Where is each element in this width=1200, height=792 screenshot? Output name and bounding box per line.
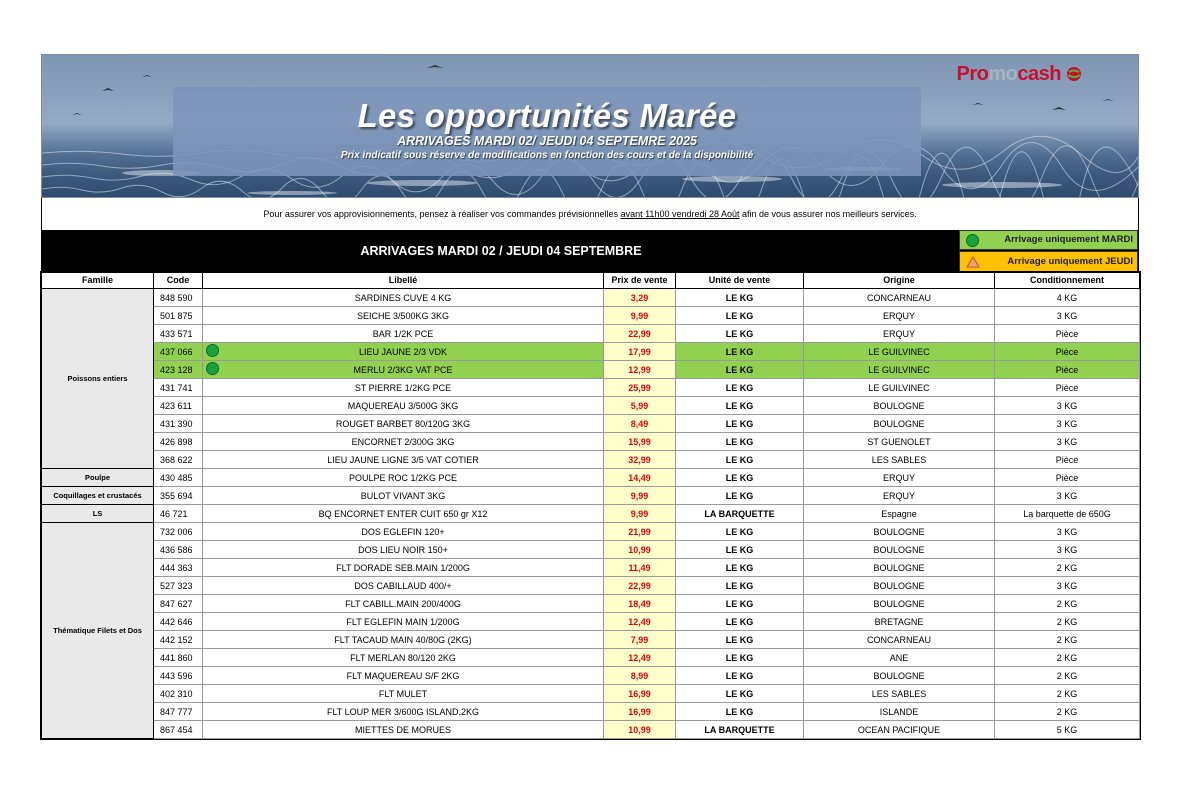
green-dot-icon [206, 344, 219, 357]
origine-cell: Espagne [804, 505, 995, 523]
notice-text-before: Pour assurer vos approvisionnements, pensez à réaliser vos commandes prévisionnelles [263, 209, 621, 219]
price-cell: 17,99 [604, 343, 676, 361]
price-disclaimer: Prix indicatif sous réserve de modifications en fonction des cours et de la disponibilité [340, 150, 754, 161]
unit-cell: LE KG [676, 577, 804, 595]
libelle-cell: DOS CABILLAUD 400/+ [203, 577, 604, 595]
unit-cell: LE KG [676, 613, 804, 631]
unit-cell: LE KG [676, 541, 804, 559]
origine-cell: CONCARNEAU [804, 289, 995, 307]
conditionnement-cell: Pièce [995, 361, 1140, 379]
unit-cell: LE KG [676, 325, 804, 343]
price-cell: 10,99 [604, 721, 676, 739]
conditionnement-cell: 3 KG [995, 577, 1140, 595]
logo-text-pro: Pro [956, 63, 989, 85]
conditionnement-cell: Pièce [995, 469, 1140, 487]
table-row [42, 613, 1140, 631]
famille-cell: Thématique Filets et Dos [42, 523, 154, 739]
price-cell: 16,99 [604, 685, 676, 703]
famille-cell: Coquillages et crustacés [42, 487, 154, 505]
table-row [42, 649, 1140, 667]
code-cell: 368 622 [154, 451, 203, 469]
table-row [42, 703, 1140, 721]
table-row [42, 307, 1140, 325]
unit-cell: LE KG [676, 685, 804, 703]
page-subtitle: ARRIVAGES MARDI 02/ JEUDI 04 SEPTEMRE 2025 [397, 134, 697, 148]
unit-cell: LE KG [676, 595, 804, 613]
code-cell: 501 875 [154, 307, 203, 325]
code-cell: 732 006 [154, 523, 203, 541]
table-row [42, 397, 1140, 415]
price-cell: 25,99 [604, 379, 676, 397]
code-cell: 441 860 [154, 649, 203, 667]
notice-text-after: afin de vous assurer nos meilleurs services. [739, 209, 917, 219]
origine-cell: BOULOGNE [804, 541, 995, 559]
unit-cell: LE KG [676, 703, 804, 721]
conditionnement-cell: La barquette de 650G [995, 505, 1140, 523]
libelle-cell [203, 343, 604, 361]
libelle-cell: FLT MULET [203, 685, 604, 703]
libelle-cell: BULOT VIVANT 3KG [203, 487, 604, 505]
column-header: Conditionnement [995, 273, 1140, 289]
libelle-cell: SEICHE 3/500KG 3KG [203, 307, 604, 325]
table-row [42, 631, 1140, 649]
origine-cell: BOULOGNE [804, 667, 995, 685]
unit-cell: LE KG [676, 433, 804, 451]
unit-cell: LE KG [676, 523, 804, 541]
code-cell: 867 454 [154, 721, 203, 739]
code-cell: 355 694 [154, 487, 203, 505]
sea-banner [41, 54, 1139, 198]
origine-cell: LE GUILVINEC [804, 343, 995, 361]
legend-mardi [959, 230, 1138, 250]
conditionnement-cell: 3 KG [995, 397, 1140, 415]
unit-cell: LE KG [676, 631, 804, 649]
conditionnement-cell: 2 KG [995, 667, 1140, 685]
table-row [42, 343, 1140, 361]
conditionnement-cell: 3 KG [995, 541, 1140, 559]
code-cell: 527 323 [154, 577, 203, 595]
origine-cell: ERQUY [804, 325, 995, 343]
table-row [42, 505, 1140, 523]
price-cell: 9,99 [604, 307, 676, 325]
libelle-cell: POULPE ROC 1/2KG PCE [203, 469, 604, 487]
price-cell: 16,99 [604, 703, 676, 721]
libelle-cell: FLT LOUP MER 3/600G ISLAND.2KG [203, 703, 604, 721]
conditionnement-cell: 2 KG [995, 559, 1140, 577]
libelle-cell: LIEU JAUNE LIGNE 3/5 VAT COTIER [203, 451, 604, 469]
table-row [42, 415, 1140, 433]
libelle-cell: ST PIERRE 1/2KG PCE [203, 379, 604, 397]
column-header: Libellé [203, 273, 604, 289]
libelle-cell: MAQUEREAU 3/500G 3KG [203, 397, 604, 415]
price-sheet [41, 54, 1139, 736]
column-header: Origine [804, 273, 995, 289]
unit-cell: LE KG [676, 649, 804, 667]
code-cell: 402 310 [154, 685, 203, 703]
code-cell: 433 571 [154, 325, 203, 343]
libelle-text: MERLU 2/3KG VAT PCE [353, 364, 453, 375]
origine-cell: BOULOGNE [804, 595, 995, 613]
unit-cell: LE KG [676, 343, 804, 361]
price-cell: 8,99 [604, 667, 676, 685]
unit-cell: LE KG [676, 667, 804, 685]
price-cell: 12,99 [604, 361, 676, 379]
table-row [42, 289, 1140, 307]
libelle-cell: FLT TACAUD MAIN 40/80G (2KG) [203, 631, 604, 649]
origine-cell: BOULOGNE [804, 577, 995, 595]
libelle-cell: FLT DORADE SEB.MAIN 1/200G [203, 559, 604, 577]
table-row [42, 379, 1140, 397]
price-cell: 32,99 [604, 451, 676, 469]
origine-cell: ST GUENOLET [804, 433, 995, 451]
famille-cell: Poulpe [42, 469, 154, 487]
conditionnement-cell: 4 KG [995, 289, 1140, 307]
libelle-cell: FLT MAQUEREAU S/F 2KG [203, 667, 604, 685]
price-cell: 9,99 [604, 505, 676, 523]
origine-cell: BOULOGNE [804, 523, 995, 541]
code-cell: 847 627 [154, 595, 203, 613]
table-body [42, 289, 1140, 739]
unit-cell: LE KG [676, 415, 804, 433]
table-row [42, 433, 1140, 451]
legend-jeudi [959, 251, 1138, 272]
code-cell: 426 898 [154, 433, 203, 451]
origine-cell: CONCARNEAU [804, 631, 995, 649]
code-cell: 847 777 [154, 703, 203, 721]
origine-cell: BOULOGNE [804, 397, 995, 415]
price-cell: 22,99 [604, 325, 676, 343]
price-cell: 7,99 [604, 631, 676, 649]
notice-deadline: avant 11h00 vendredi 28 Août [620, 209, 740, 219]
famille-cell: LS [42, 505, 154, 523]
table-row [42, 523, 1140, 541]
green-dot-icon [206, 362, 219, 375]
code-cell: 430 485 [154, 469, 203, 487]
logo-text-mo: mo [988, 63, 1018, 85]
origine-cell: BRETAGNE [804, 613, 995, 631]
unit-cell: LE KG [676, 451, 804, 469]
unit-cell: LA BARQUETTE [676, 721, 804, 739]
libelle-cell: DOS LIEU NOIR 150+ [203, 541, 604, 559]
price-cell: 12,49 [604, 613, 676, 631]
conditionnement-cell: Pièce [995, 379, 1140, 397]
conditionnement-cell: 3 KG [995, 523, 1140, 541]
origine-cell: BOULOGNE [804, 559, 995, 577]
page-title: Les opportunités Marée [357, 97, 737, 134]
arrivals-title: ARRIVAGES MARDI 02 / JEUDI 04 SEPTEMBRE [360, 244, 642, 258]
table-row [42, 667, 1140, 685]
order-notice [41, 198, 1139, 230]
code-cell: 444 363 [154, 559, 203, 577]
price-cell: 5,99 [604, 397, 676, 415]
origine-cell: LES SABLES [804, 451, 995, 469]
conditionnement-cell: 3 KG [995, 307, 1140, 325]
logo-text-cash: cash [1017, 63, 1061, 85]
table-row [42, 487, 1140, 505]
title-box [173, 87, 921, 176]
price-cell: 8,49 [604, 415, 676, 433]
code-cell: 443 596 [154, 667, 203, 685]
origine-cell: ERQUY [804, 487, 995, 505]
unit-cell: LE KG [676, 559, 804, 577]
unit-cell: LE KG [676, 361, 804, 379]
column-header: Code [154, 273, 203, 289]
column-header: Prix de vente [604, 273, 676, 289]
conditionnement-cell: 2 KG [995, 649, 1140, 667]
code-cell: 431 390 [154, 415, 203, 433]
price-cell: 12,49 [604, 649, 676, 667]
table-row [42, 541, 1140, 559]
conditionnement-cell: 3 KG [995, 415, 1140, 433]
libelle-cell: DOS EGLEFIN 120+ [203, 523, 604, 541]
code-cell: 437 066 [154, 343, 203, 361]
code-cell: 442 152 [154, 631, 203, 649]
table-row [42, 325, 1140, 343]
unit-cell: LE KG [676, 487, 804, 505]
libelle-cell: BAR 1/2K PCE [203, 325, 604, 343]
code-cell: 442 646 [154, 613, 203, 631]
libelle-cell: SARDINES CUVE 4 KG [203, 289, 604, 307]
table-row [42, 595, 1140, 613]
unit-cell: LE KG [676, 379, 804, 397]
libelle-cell: FLT CABILL.MAIN 200/400G [203, 595, 604, 613]
price-cell: 3,29 [604, 289, 676, 307]
origine-cell: BOULOGNE [804, 415, 995, 433]
price-cell: 22,99 [604, 577, 676, 595]
unit-cell: LE KG [676, 469, 804, 487]
legend-jeudi-label: Arrivage uniquement JEUDI [1007, 256, 1133, 267]
origine-cell: ERQUY [804, 307, 995, 325]
code-cell: 46 721 [154, 505, 203, 523]
origine-cell: ISLANDE [804, 703, 995, 721]
price-cell: 18,49 [604, 595, 676, 613]
code-cell: 431 741 [154, 379, 203, 397]
libelle-cell: FLT EGLEFIN MAIN 1/200G [203, 613, 604, 631]
warning-triangle-icon [966, 256, 980, 268]
origine-cell: LE GUILVINEC [804, 361, 995, 379]
arrivals-header [41, 230, 1139, 272]
conditionnement-cell: 2 KG [995, 631, 1140, 649]
legend-mardi-label: Arrivage uniquement MARDI [1004, 234, 1133, 245]
libelle-cell [203, 361, 604, 379]
libelle-text: LIEU JAUNE 2/3 VDK [358, 346, 448, 357]
origine-cell: OCEAN PACIFIQUE [804, 721, 995, 739]
conditionnement-cell: 2 KG [995, 613, 1140, 631]
promocash-logo [957, 63, 1083, 86]
origine-cell: LE GUILVINEC [804, 379, 995, 397]
famille-cell: Poissons entiers [42, 289, 154, 469]
table-header-row [42, 273, 1140, 289]
code-cell: 436 586 [154, 541, 203, 559]
libelle-cell: MIETTES DE MORUES [203, 721, 604, 739]
conditionnement-cell: Pièce [995, 343, 1140, 361]
conditionnement-cell: Pièce [995, 451, 1140, 469]
column-header: Famille [42, 273, 154, 289]
price-cell: 14,49 [604, 469, 676, 487]
conditionnement-cell: 3 KG [995, 487, 1140, 505]
price-cell: 21,99 [604, 523, 676, 541]
table-row [42, 721, 1140, 739]
conditionnement-cell: 2 KG [995, 685, 1140, 703]
logo-globe-icon [1066, 66, 1082, 82]
libelle-cell: FLT MERLAN 80/120 2KG [203, 649, 604, 667]
conditionnement-cell: 3 KG [995, 433, 1140, 451]
table-row [42, 469, 1140, 487]
origine-cell: ANE [804, 649, 995, 667]
price-cell: 15,99 [604, 433, 676, 451]
conditionnement-cell: Pièce [995, 325, 1140, 343]
unit-cell: LA BARQUETTE [676, 505, 804, 523]
price-cell: 11,49 [604, 559, 676, 577]
table-row [42, 451, 1140, 469]
conditionnement-cell: 2 KG [995, 595, 1140, 613]
products-table [41, 272, 1140, 739]
price-cell: 9,99 [604, 487, 676, 505]
code-cell: 423 128 [154, 361, 203, 379]
origine-cell: LES SABLES [804, 685, 995, 703]
libelle-cell: ROUGET BARBET 80/120G 3KG [203, 415, 604, 433]
column-header: Unité de vente [676, 273, 804, 289]
origine-cell: ERQUY [804, 469, 995, 487]
table-row [42, 361, 1140, 379]
conditionnement-cell: 5 KG [995, 721, 1140, 739]
table-row [42, 685, 1140, 703]
table-row [42, 577, 1140, 595]
code-cell: 423 611 [154, 397, 203, 415]
libelle-cell: ENCORNET 2/300G 3KG [203, 433, 604, 451]
table-row [42, 559, 1140, 577]
libelle-cell: BQ ENCORNET ENTER CUIT 650 gr X12 [203, 505, 604, 523]
green-dot-icon [966, 234, 979, 247]
unit-cell: LE KG [676, 397, 804, 415]
conditionnement-cell: 2 KG [995, 703, 1140, 721]
unit-cell: LE KG [676, 289, 804, 307]
price-cell: 10,99 [604, 541, 676, 559]
code-cell: 848 590 [154, 289, 203, 307]
unit-cell: LE KG [676, 307, 804, 325]
